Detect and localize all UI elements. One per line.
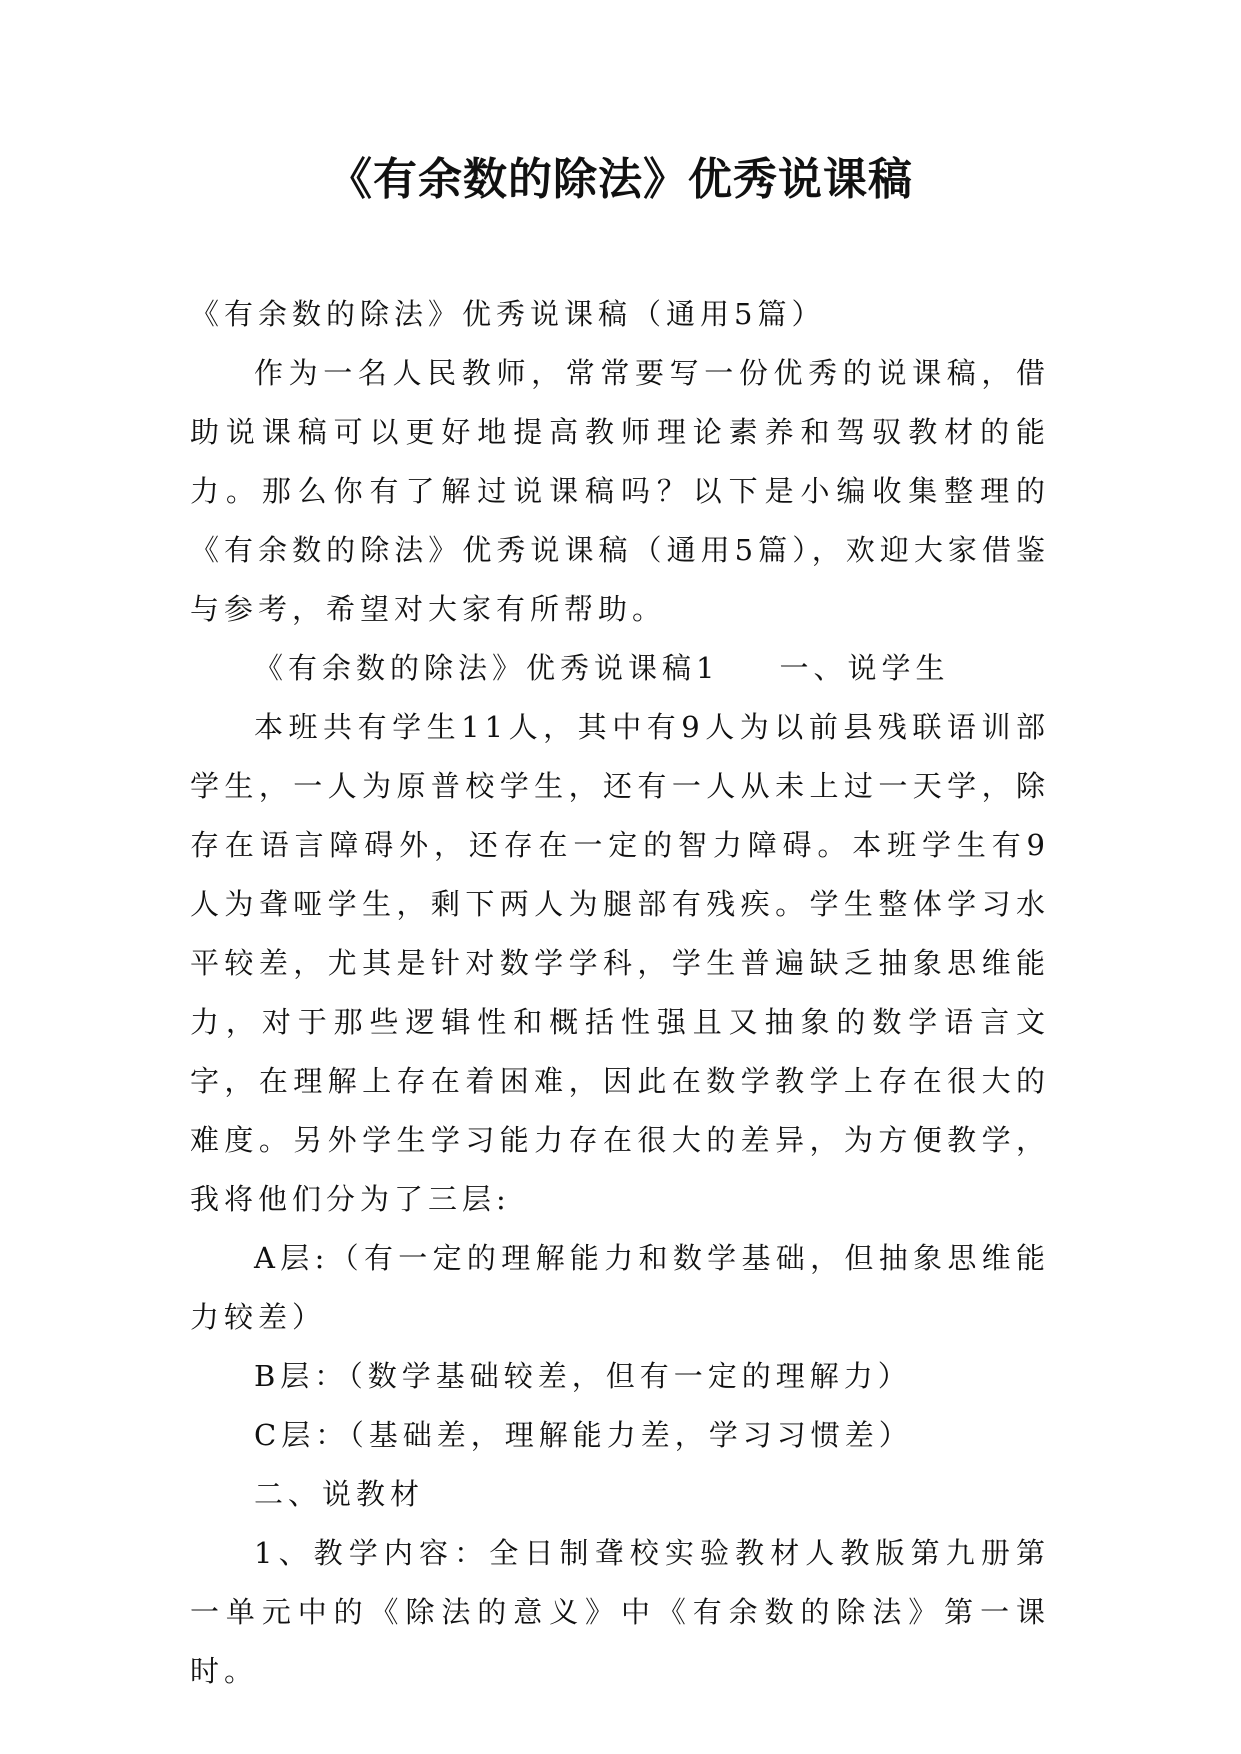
document-body [190, 285, 1050, 1701]
level-c-paragraph: C层：（基础差，理解能力差，学习习惯差） [254, 1418, 913, 1452]
students-paragraph: 本班共有学生11人，其中有9人为以前县残联语训部学生，一人为原普校学生，还有一人从未上过一天学，除存在语言障碍外，还存在一定的智力障碍。本班学生有9人为聋哑学生，剩下两人为腿部有残疾。学生整体学习水平较差，尤其是针对数学学科，学生普遍缺乏抽象思维能力，对于那些逻辑性和概括性强且又抽象的数学语言文字，在理解上存在着困难，因此在数学教学上存在很大的难度。另外学生学习能力存在很大的差异，为方便教学，我将他们分为了三层: [190, 710, 1050, 1216]
document-title: 《有余数的除法》优秀说课稿 [328, 154, 913, 205]
intro-paragraph: 作为一名人民教师，常常要写一份优秀的说课稿，借助说课稿可以更好地提高教师理论素养和驾驭教材的能力。那么你有了解过说课稿吗？以下是小编收集整理的《有余数的除法》优秀说课稿（通用5篇），欢迎大家借鉴与参考，希望对大家有所帮助。 [190, 356, 1050, 626]
section-heading-right: 一、说学生 [779, 651, 950, 685]
subtitle-paragraph: 《有余数的除法》优秀说课稿（通用5篇） [190, 297, 826, 331]
section-heading-line [190, 639, 1050, 698]
section-heading-left: 《有余数的除法》优秀说课稿1 [254, 651, 720, 685]
level-b-paragraph: B层：（数学基础较差，但有一定的理解力） [254, 1359, 912, 1393]
teaching-content-paragraph: 1、教学内容：全日制聋校实验教材人教版第九册第一单元中的《除法的意义》中《有余数的除法》第一课时。 [190, 1536, 1050, 1688]
textbook-heading: 二、说教材 [254, 1477, 425, 1511]
level-a-paragraph: A层:（有一定的理解能力和数学基础，但抽象思维能力较差） [190, 1241, 1050, 1334]
